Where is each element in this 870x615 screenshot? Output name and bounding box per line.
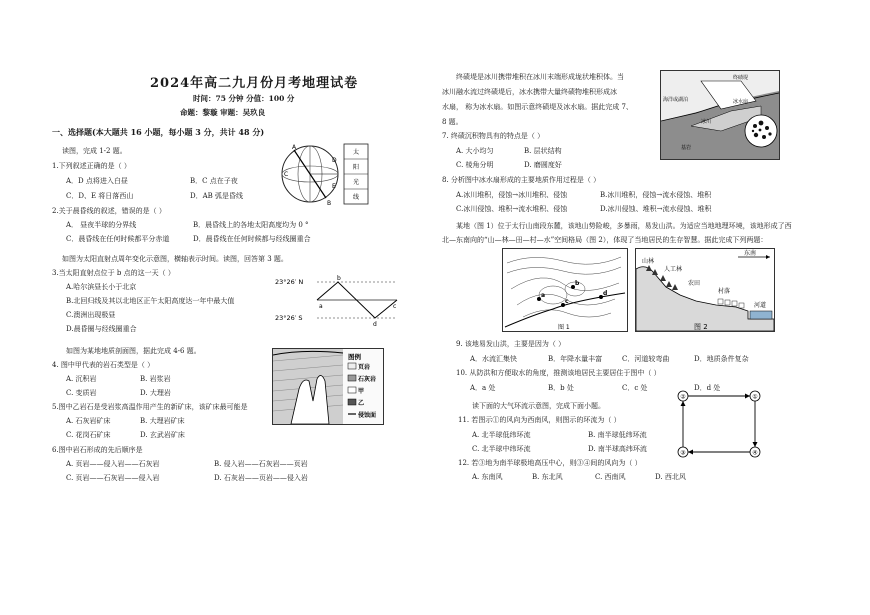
fig6-hedao: 河道	[754, 302, 767, 309]
fig2-d: d	[373, 321, 377, 328]
fig4-label-outwash: 冰水扇	[733, 99, 749, 105]
fig5-pt-b: b	[575, 280, 580, 287]
fig6-shanlin: 山林	[642, 258, 655, 265]
q3-option-d: D.晨昏圈与经线圈重合	[66, 325, 137, 333]
q2-option-d: D．晨昏线在任何时候都与经线圈重合	[193, 235, 311, 243]
q5-option-b: B. 大理岩矿床	[140, 417, 185, 425]
moraine-outwash-drawing	[661, 71, 779, 159]
q7-option-b: B. 层状结构	[524, 147, 562, 155]
fig6-caption: 图 2	[694, 323, 708, 331]
q7-option-c: C. 棱角分明	[456, 161, 494, 169]
intro-q3: 如图为太阳直射点周年变化示意图，横轴表示时间。读图，回答第 3 题。	[62, 255, 288, 263]
fig4-label-bedrock: 基岩	[681, 145, 692, 151]
fig1-label-a: A	[292, 144, 297, 151]
fig7-n2: ①	[752, 393, 758, 401]
q3-option-a: A.哈尔滨昼长小于北京	[66, 283, 137, 291]
q6-option-a: A. 页岩——侵入岩——石灰岩	[66, 460, 160, 468]
q12-stem: 12. 若③地为南半球极地高压中心，则③④间的风向为（ ）	[458, 459, 642, 467]
geology-section-figure	[272, 348, 384, 425]
fig3-legend-yi: 乙	[358, 400, 365, 407]
q9-stem: 9. 该地易发山洪，主要是因为（ ）	[456, 340, 566, 348]
q6-option-b: B. 侵入岩——石灰岩——页岩	[214, 460, 308, 468]
q10-stem: 10. 从防洪和方便取水的角度，推测该地居民主要居住于图中（ ）	[456, 369, 661, 377]
q5-option-a: A. 石灰岩矿床	[66, 417, 111, 425]
q11-option-c: C. 北半球中纬环流	[472, 445, 531, 453]
q4-option-a: A. 沉积岩	[66, 375, 97, 383]
fig1-label-e: E	[332, 183, 336, 190]
topographic-map-figure	[502, 248, 628, 332]
q1-option-a: A．D 点将进入白昼	[66, 177, 128, 185]
q6-option-d: D. 石灰岩——页岩——侵入岩	[214, 474, 308, 482]
q1-option-b: B．C 点在子夜	[190, 177, 238, 185]
fig4-label-lake: 海洋或湖泊	[663, 97, 689, 103]
q6-stem: 6.图中岩石形成的先后顺序是	[52, 446, 143, 454]
q5-option-c: C. 花岗石矿床	[66, 431, 111, 439]
q12-option-b: B. 东北风	[532, 473, 563, 481]
page-title: 2024年高二九月份月考地理试卷	[150, 76, 359, 91]
q5-stem: 5.图中乙岩石是受岩浆高温作用产生的新矿床，该矿床最可能是	[52, 403, 248, 411]
intro-q1-2: 读图，完成 1-2 题。	[62, 147, 127, 155]
q4-option-c: C. 变质岩	[66, 389, 97, 397]
fig1-col-1: 阳	[352, 164, 360, 171]
fig1-label-c: C	[284, 171, 289, 178]
q1-option-d: D．AB 弧是昏线	[190, 192, 244, 200]
fig6-rengonglin: 人工林	[664, 266, 683, 273]
q4-option-b: B. 岩浆岩	[140, 375, 171, 383]
intro-q7-8-line2: 冰川融水流过终碛堤后，冰水携带大量终碛物堆积形成冰	[442, 88, 617, 96]
q4-stem: 4. 图中甲代表的岩石类型是（ ）	[52, 361, 155, 369]
intro-q7-8-line4: 8 题。	[442, 118, 463, 126]
q10-option-d: D．d 处	[694, 384, 721, 392]
q11-option-b: B. 南半球低纬环流	[588, 431, 647, 439]
q8-option-a: A.冰川堆积，侵蚀→冰川堆积、侵蚀	[456, 191, 568, 199]
globe-daylight-figure	[278, 140, 373, 210]
q2-option-a: A． 昼夜半球的分界线	[66, 221, 137, 229]
q11-stem: 11. 若图示①的风向为西南风，则图示的环流为（ ）	[458, 416, 621, 424]
fig1-col-0: 太	[352, 149, 360, 156]
fig2-s-label: 23°26′ S	[275, 314, 303, 322]
fig7-n3: ③	[680, 449, 686, 457]
q12-option-d: D. 西北风	[655, 473, 686, 481]
q12-option-c: C. 西南风	[595, 473, 626, 481]
fig2-n-label: 23°26′ N	[275, 278, 304, 286]
q1-option-c: C．D、E 将日落西山	[66, 192, 134, 200]
intro-q7-8-line1: 终碛堤是冰川携带堆积在冰川末端形成垅状堆积体。当	[456, 73, 624, 81]
q1-stem: 1.下列叙述正确的是（ ）	[52, 162, 131, 170]
q2-stem: 2.关于晨昏线的叙述，错误的是（ ）	[52, 207, 166, 215]
fig1-col-3: 线	[352, 194, 360, 201]
fig3-legend-jia: 甲	[358, 388, 365, 395]
q6-option-c: C. 页岩——石灰岩——侵入岩	[66, 474, 160, 482]
fig2-c: c	[393, 303, 397, 310]
fig6-cunluo: 村落	[718, 288, 731, 295]
intro-q4-6: 如图为某地地质剖面图，据此完成 4-6 题。	[66, 347, 201, 355]
q8-option-b: B.冰川堆积，侵蚀→流水侵蚀、堆积	[600, 191, 712, 199]
q2-option-c: C．晨昏线在任何时候都平分赤道	[66, 235, 170, 243]
landscape-profile-figure	[635, 248, 775, 332]
fig3-legend-erosion: 侵蚀面	[358, 412, 377, 419]
intro-q9-10-line2: 北—东南向的“山—林—田—村—水”空间格局（图 2），体现了当地居民的生存智慧。据此完成下列两题：	[442, 236, 768, 244]
fig1-label-d: D	[332, 157, 337, 164]
q10-option-b: B．b 处	[548, 384, 574, 392]
q5-option-d: D. 玄武岩矿床	[140, 431, 185, 439]
fig4-label-moraine: 终碛堤	[733, 75, 749, 81]
q9-option-b: B．年降水量丰富	[548, 355, 603, 363]
fig1-col-2: 光	[352, 179, 360, 186]
q3-option-b: B.北回归线及其以北地区正午太阳高度达一年中最大值	[66, 297, 235, 305]
geology-section-drawing	[273, 349, 383, 424]
q10-option-c: C．c 处	[622, 384, 648, 392]
q2-option-b: B．晨昏线上的各地太阳高度均为 0 °	[193, 221, 309, 229]
fig7-n4: ④	[752, 449, 758, 457]
landscape-profile-drawing	[636, 249, 774, 331]
fig5-pt-c: c	[565, 298, 569, 305]
fig3-legend-shale: 页岩	[358, 364, 371, 371]
q9-option-c: C．河道较弯曲	[622, 355, 670, 363]
q9-option-a: A．水流汇集快	[470, 355, 518, 363]
fig3-legend-limestone: 石灰岩	[358, 376, 377, 383]
fig5-pt-a: a	[541, 292, 546, 299]
subsolar-point-figure	[275, 272, 400, 328]
topographic-map-drawing	[503, 249, 627, 331]
fig7-n1: ②	[680, 393, 686, 401]
fig2-b: b	[337, 275, 341, 282]
q8-option-d: D.冰川侵蚀、堆积→流水侵蚀、堆积	[600, 205, 712, 213]
intro-q11-12: 读下面的大气环流示意图，完成下面小题。	[472, 402, 605, 410]
q7-option-d: D. 磨圆度好	[524, 161, 562, 169]
q9-option-d: D．地质条件复杂	[694, 355, 749, 363]
intro-q9-10-line1: 某地（图 1）位于太行山南段东麓，该地山势险峻，多暴雨，易发山洪。为适应当地地理环境，该地形成了西	[456, 222, 792, 230]
fig6-nongtian: 农田	[688, 280, 701, 287]
fig1-label-b: B	[327, 200, 332, 207]
q7-stem: 7. 终碛沉积物具有的特点是（ ）	[442, 132, 545, 140]
section-heading: 一、选择题(本大题共 16 小题，每小题 3 分，共计 48 分)	[52, 127, 265, 137]
fig3-legend-title: 图例	[348, 353, 361, 361]
intro-q7-8-line3: 水扇， 称为冰水扇。如图示意终碛堤及冰水扇。据此完成 7、	[442, 103, 633, 111]
q11-option-a: A. 北半球低纬环流	[472, 431, 531, 439]
fig6-dir: 东南	[744, 250, 757, 257]
q8-option-c: C.冰川侵蚀、堆积→流水堆积、侵蚀	[456, 205, 568, 213]
q8-stem: 8. 分析图中冰水扇形成的主要地质作用过程是（ ）	[442, 176, 601, 184]
q10-option-a: A．a 处	[470, 384, 496, 392]
q12-option-a: A. 东南风	[472, 473, 503, 481]
exam-meta-time: 时间：75 分钟 分值：100 分	[193, 94, 295, 103]
exam-meta-authors: 命题：黎璇 审题：吴玖良	[180, 108, 266, 117]
q11-option-d: D. 南半球高纬环流	[588, 445, 647, 453]
q3-stem: 3.当太阳直射点位于 b 点的这一天（ ）	[52, 269, 175, 277]
q4-option-d: D. 大理岩	[140, 389, 171, 397]
fig5-caption: 图 1	[558, 324, 570, 331]
atmospheric-circulation-figure	[675, 388, 765, 460]
fig2-a: a	[319, 303, 323, 310]
q3-option-c: C.澳洲出现极昼	[66, 311, 116, 319]
moraine-outwash-figure	[660, 70, 780, 160]
q7-option-a: A. 大小均匀	[456, 147, 494, 155]
fig5-pt-d: d	[603, 290, 608, 297]
fig4-label-glacier: 冰川	[701, 119, 712, 125]
